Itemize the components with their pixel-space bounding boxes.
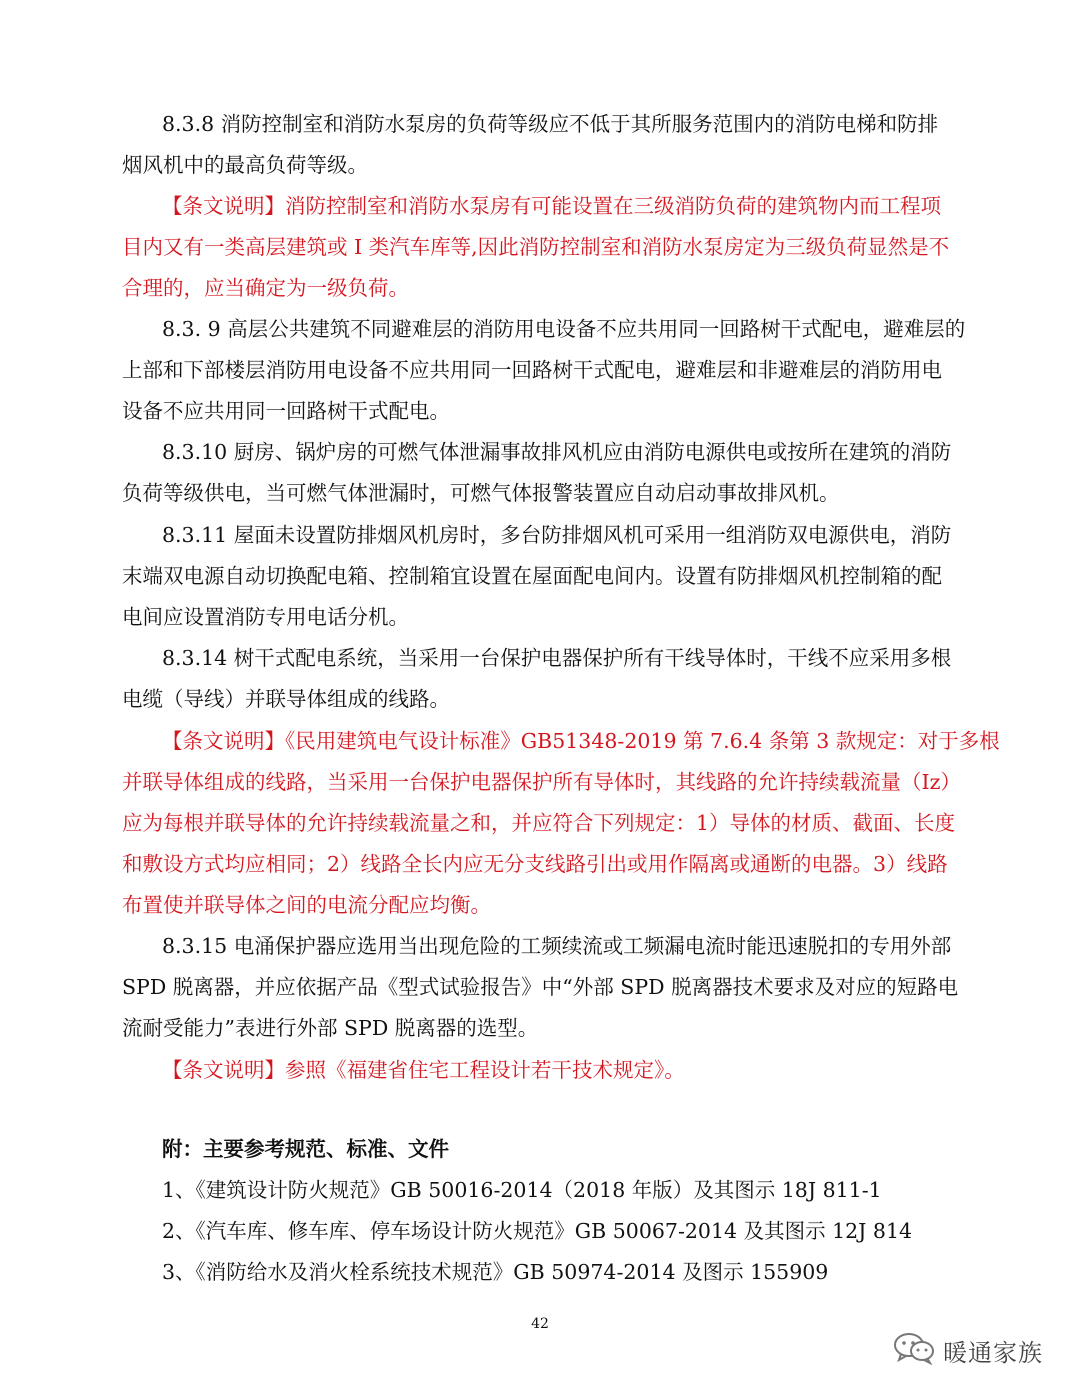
clause-line: 8.3.8 消防控制室和消防水泵房的负荷等级应不低于其所服务范围内的消防电梯和防排 [162,112,939,136]
clause-line: 上部和下部楼层消防用电设备不应共用同一回路树干式配电，避难层和非避难层的消防用电 [122,358,942,382]
appendix [122,1129,970,1293]
note-line: 并联导体组成的线路，当采用一台保护电器保护所有导体时，其线路的允许持续载流量（Iz） [122,770,961,794]
clause-line: 负荷等级供电，当可燃气体泄漏时，可燃气体报警装置应自动启动事故排风机。 [122,481,840,505]
clause-line: SPD 脱离器，并应依据产品《型式试验报告》中“外部 SPD 脱离器技术要求及对应的短路电 [122,975,959,999]
note-line: 【条文说明】《民用建筑电气设计标准》GB51348-2019 第 7.6.4 条第 3 款规定：对于多根 [162,729,1000,753]
clause-line: 电间应设置消防专用电话分机。 [122,605,409,629]
note-8-3-15 [122,1050,970,1091]
appendix-item: 3、《消防给水及消火栓系统技术规范》GB 50974-2014 及图示 155909 [162,1260,829,1284]
note-line: 合理的，应当确定为一级负荷。 [122,276,409,300]
clause-line: 电缆（导线）并联导体组成的线路。 [122,687,450,711]
wechat-icon [893,1331,935,1369]
clause-8-3-15 [122,926,970,1049]
note-line: 【条文说明】消防控制室和消防水泵房有可能设置在三级消防负荷的建筑物内而工程项 [162,194,941,218]
clause-line: 8.3.10 厨房、锅炉房的可燃气体泄漏事故排风机应由消防电源供电或按所在建筑的消防 [162,440,952,464]
clause-line: 烟风机中的最高负荷等级。 [122,153,368,177]
clause-8-3-11 [122,515,970,638]
note-8-3-14 [122,721,1000,926]
note-line: 目内又有一类高层建筑或 I 类汽车库等,因此消防控制室和消防水泵房定为三级负荷显然是不 [122,235,950,259]
clause-line: 流耐受能力”表进行外部 SPD 脱离器的选型。 [122,1016,539,1040]
clause-line: 8.3. 9 高层公共建筑不同避难层的消防用电设备不应共用同一回路树干式配电，避难层的 [162,317,966,341]
watermark [893,1332,1043,1368]
appendix-item: 2、《汽车库、修车库、停车场设计防火规范》GB 50067-2014 及其图示 12J 814 [162,1219,913,1243]
appendix-heading: 附：主要参考规范、标准、文件 [162,1137,449,1161]
clause-8-3-9 [122,309,970,432]
clause-line: 设备不应共用同一回路树干式配电。 [122,399,450,423]
note-line: 【条文说明】参照《福建省住宅工程设计若干技术规定》。 [162,1058,685,1082]
clause-8-3-8 [122,104,970,186]
note-line: 应为每根并联导体的允许持续载流量之和，并应符合下列规定：1）导体的材质、截面、长度 [122,811,956,835]
clause-8-3-10 [122,432,970,514]
clause-line: 8.3.11 屋面未设置防排烟风机房时，多台防排烟风机可采用一组消防双电源供电，消防 [162,523,952,547]
clause-line: 8.3.15 电涌保护器应选用当出现危险的工频续流或工频漏电流时能迅速脱扣的专用外部 [162,934,952,958]
watermark-text: 暖通家族 [943,1338,1043,1367]
clause-line: 8.3.14 树干式配电系统，当采用一台保护电器保护所有干线导体时，干线不应采用多根 [162,646,952,670]
note-line: 和敷设方式均应相同；2）线路全长内应无分支线路引出或用作隔离或通断的电器。3）线路 [122,852,948,876]
clause-8-3-14 [122,638,970,720]
appendix-item: 1、《建筑设计防火规范》GB 50016-2014（2018 年版）及其图示 18J 811-1 [162,1178,882,1202]
note-8-3-8 [122,186,970,309]
clause-line: 末端双电源自动切换配电箱、控制箱宜设置在屋面配电间内。设置有防排烟风机控制箱的配 [122,564,942,588]
page-number: 42 [531,1316,549,1332]
note-line: 布置使并联导体之间的电流分配应均衡。 [122,893,491,917]
